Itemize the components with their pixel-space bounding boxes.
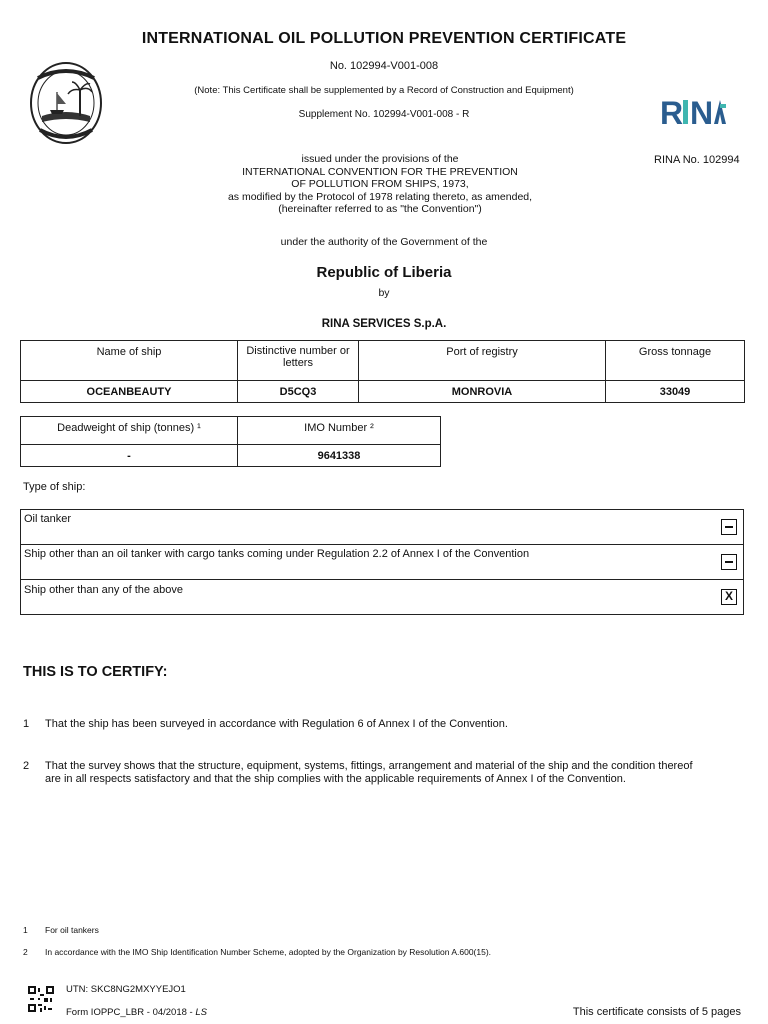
ship-type-checkbox-checked[interactable]: X bbox=[721, 589, 737, 605]
ship-type-checkbox[interactable] bbox=[721, 554, 737, 570]
dash-icon bbox=[725, 561, 733, 563]
ship-type-row-cargo-tanks bbox=[20, 544, 744, 580]
certify-item-text bbox=[45, 760, 760, 785]
certify-heading: THIS IS TO CERTIFY: bbox=[23, 664, 168, 680]
ship-type-row-other bbox=[20, 579, 744, 615]
header-imo-number: IMO Number ² bbox=[238, 417, 441, 445]
issuance-line: issued under the provisions of the bbox=[301, 153, 459, 165]
header-name-of-ship: Name of ship bbox=[21, 341, 238, 381]
type-of-ship-label: Type of ship: bbox=[23, 481, 86, 493]
form-id-initials: LS bbox=[195, 1007, 207, 1018]
certify-item-line: That the survey shows that the structure, equipment, systems, fittings, arrangement and material of the ship and the condition thereof bbox=[45, 760, 693, 772]
gross-tonnage-value: 33049 bbox=[606, 381, 745, 403]
header-distinctive-number: Distinctive number or letters bbox=[238, 341, 359, 381]
certify-item-number: 2 bbox=[23, 760, 30, 772]
liberia-seal bbox=[28, 60, 104, 146]
header-deadweight: Deadweight of ship (tonnes) ¹ bbox=[21, 417, 238, 445]
ship-type-text: Ship other than an oil tanker with cargo tanks coming under Regulation 2.2 of Annex I of the Convention bbox=[24, 548, 530, 560]
issuance-line: (hereinafter referred to as "the Convention") bbox=[278, 203, 482, 215]
form-id-text: Form IOPPC_LBR - 04/2018 - bbox=[66, 1007, 196, 1018]
rina-logo bbox=[660, 94, 730, 134]
footnote-number: 2 bbox=[23, 947, 28, 957]
deadweight-imo-table bbox=[20, 416, 441, 467]
form-id bbox=[66, 1007, 207, 1018]
footnote-text: For oil tankers bbox=[45, 925, 99, 935]
header-port-of-registry: Port of registry bbox=[359, 341, 606, 381]
qr-code bbox=[28, 986, 54, 1012]
utn-code: UTN: SKC8NG2MXYYEJO1 bbox=[66, 984, 186, 995]
ship-type-text: Ship other than any of the above bbox=[24, 584, 184, 596]
organization-name: RINA SERVICES S.p.A. bbox=[321, 318, 447, 330]
issuance-line: as modified by the Protocol of 1978 relating thereto, as amended, bbox=[227, 190, 533, 203]
by-label: by bbox=[378, 287, 390, 299]
ship-type-row-oil-tanker bbox=[20, 509, 744, 545]
ship-type-text: Oil tanker bbox=[24, 513, 72, 525]
dash-icon bbox=[725, 526, 733, 528]
issuance-line: INTERNATIONAL CONVENTION FOR THE PREVENTION bbox=[242, 165, 518, 178]
footnote-number: 1 bbox=[23, 925, 28, 935]
ship-type-checkbox[interactable] bbox=[721, 519, 737, 535]
svg-text:R: R bbox=[660, 95, 684, 131]
certificate-note: (Note: This Certificate shall be supplemented by a Record of Construction and Equipment) bbox=[194, 85, 574, 96]
certify-item-line: are in all respects satisfactory and that the ship complies with the applicable requirements of Annex I of the Convention. bbox=[45, 772, 626, 785]
issuance-block bbox=[160, 153, 600, 216]
issuance-line: OF POLLUTION FROM SHIPS, 1973, bbox=[291, 178, 469, 190]
footnote-text: In accordance with the IMO Ship Identification Number Scheme, adopted by the Organization by Resolution A.600(15). bbox=[45, 947, 492, 957]
certify-item-text: That the ship has been surveyed in accordance with Regulation 6 of Annex I of the Convention. bbox=[45, 718, 508, 730]
certificate-number: No. 102994-V001-008 bbox=[329, 60, 439, 72]
certificate-title: INTERNATIONAL OIL POLLUTION PREVENTION CERTIFICATE bbox=[141, 30, 627, 47]
certify-item-number: 1 bbox=[23, 718, 30, 730]
ship-particulars-table bbox=[20, 340, 745, 403]
ship-name-value: OCEANBEAUTY bbox=[21, 381, 238, 403]
authority-line: under the authority of the Government of the bbox=[280, 236, 488, 248]
rina-number: RINA No. 102994 bbox=[654, 154, 740, 166]
port-of-registry-value: MONROVIA bbox=[359, 381, 606, 403]
supplement-number: Supplement No. 102994-V001-008 - R bbox=[298, 109, 470, 120]
government-name: Republic of Liberia bbox=[316, 264, 452, 281]
deadweight-value: - bbox=[21, 445, 238, 467]
svg-text:N: N bbox=[690, 95, 714, 131]
imo-number-value: 9641338 bbox=[238, 445, 441, 467]
page-count: This certificate consists of 5 pages bbox=[572, 1006, 741, 1018]
header-gross-tonnage: Gross tonnage bbox=[606, 341, 745, 381]
distinctive-number-value: D5CQ3 bbox=[238, 381, 359, 403]
